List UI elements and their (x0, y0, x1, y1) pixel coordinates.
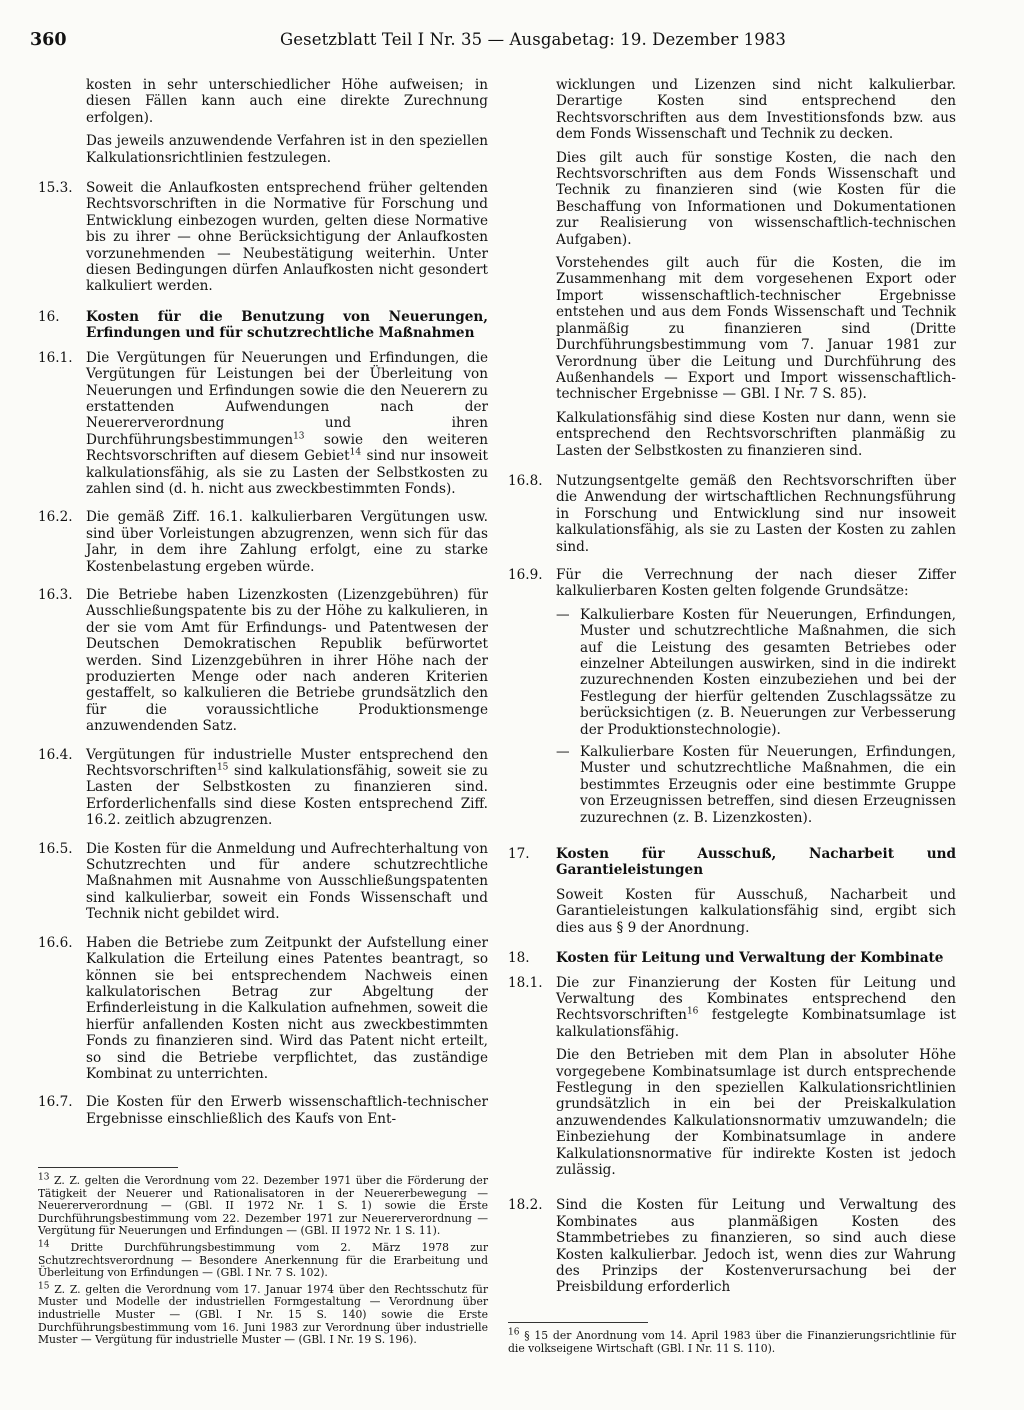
section-title: Kosten für Ausschuß, Nacharbeit und Garantieleistungen (556, 846, 956, 879)
footnote-ref: 15 (216, 762, 229, 773)
dash-mark: — (556, 606, 570, 623)
section-18-2 (508, 1197, 956, 1295)
footnote-number: 15 (38, 1281, 50, 1292)
section-text: Für die Verrechnung der nach dieser Ziffer kalkulierbaren Kosten gelten folgende Grundsätze: (556, 566, 956, 600)
section-17-text: Soweit Kosten für Ausschuß, Nacharbeit und Garantieleistungen kalkulationsfähig sind, ergibt sich dies aus § 9 der Anordnung. (556, 886, 956, 936)
footnote-ref: 14 (349, 447, 362, 458)
footnote-rule-right (508, 1322, 648, 1323)
dash-mark: — (556, 744, 570, 761)
section-text: Soweit die Anlaufkosten entsprechend früher geltenden Rechtsvorschriften in die Normative für Forschung und Entwicklung einbezogen wurden, gelten diese Normative bis zu ihrer — ohne Berücksichtigung der Anlaufkosten vorzunehmenden — Neubestätigung weiterhin. Unter diesen Bedingungen dürfen Anlaufkosten nicht gesondert kalkuliert werden. (86, 180, 488, 295)
section-16-8 (508, 473, 956, 555)
text-part: Die Vergütungen für Neuerungen und Erfindungen, die Vergütungen für Leistungen bei der Überleitung von Neuerungen und Erfindungen sowie die den Neuerern zu erstattenden Aufwendungen nach der Neuererverordnung und ihren Durchführungsbestimmungen (86, 349, 488, 448)
footnote-text: Z. Z. gelten die Verordnung vom 17. Januar 1974 über den Rechtsschutz für Muster und Modelle der industriellen Formgestaltung — Verordnung über industrielle Muster — (GBl. I Nr. 15 S. 140) sowie die Erste Durchführungsbestimmung vom 16. Juni 1983 zur Verordnung über industrielle Muster — Vergütung für industrielle Muster — (GBl. I Nr. 19 S. 196). (38, 1282, 488, 1347)
paragraph: Vorstehendes gilt auch für die Kosten, die im Zusammenhang mit dem vorgesehenen Export oder Import wissenschaftlich-technischer Ergebnisse entstehen und aus dem Fonds Wissenschaft und Technik planmäßig zu finanzieren sind (Dritte Durchführungsbestimmung vom 7. Januar 1981 zur Verordnung über die Leitung und Durchführung des Außenhandels — Export und Import wissenschaftlich-technischer Ergebnisse — GBl. I Nr. 7 S. 85). (556, 255, 956, 403)
section-number: 17. (508, 846, 530, 863)
section-number: 18.2. (508, 1197, 543, 1214)
section-15-3 (38, 180, 488, 295)
section-16-5 (38, 841, 488, 923)
section-18-heading (508, 950, 956, 966)
section-number: 16. (38, 308, 60, 325)
dash-item (556, 607, 956, 738)
footnotes-right (508, 1327, 956, 1359)
paragraph: Dies gilt auch für sonstige Kosten, die nach den Rechtsvorschriften aus dem Fonds Wissenschaft und Technik zu finanzieren sind (wie Kosten für die Beschaffung von Informationen und Dokumentationen zur Realisierung von wissenschaftlich-technischen Aufgaben). (556, 149, 956, 248)
section-text: Haben die Betriebe zum Zeitpunkt der Aufstellung einer Kalkulation die Erteilung eines Patentes beantragt, so können sie bei entsprechendem Nachweis einen kalkulatorischen Betrag zur Abgeltung der Erfinderleistung in die Kalkulation aufnehmen, soweit die hierfür anfallenden Kosten nicht aus zweckbestimmten Fonds zu finanzieren sind. Wird das Patent nicht erteilt, so sind die Betriebe verpflichtet, das zuständige Kombinat zu unterrichten. (86, 934, 488, 1082)
section-text (86, 747, 488, 829)
section-title: Kosten für die Benutzung von Neuerungen, Erfindungen und für schutzrechtliche Maßnahmen (86, 308, 488, 342)
section-number: 16.3. (38, 586, 73, 603)
footnote-text: Z. Z. gelten die Verordnung vom 22. Dezember 1971 über die Förderung der Tätigkeit der Neuerer und Rationalisatoren in der Neuererbewegung — Neuererverordnung — (GBl. II 1972 Nr. 1 S. 1) sowie die Erste Durchführungsbestimmung vom 22. Dezember 1971 zur Neuererverordnung — Vergütung für Neuerungen und Erfindungen — (GBl. II 1972 Nr. 1 S. 11). (38, 1174, 488, 1238)
section-text-2: Die den Betrieben mit dem Plan in absoluter Höhe vorgegebene Kombinatsumlage ist durch entsprechende Festlegung in den speziellen Kalkulationsrichtlinien grundsätzlich in ein bei der Preiskalkulation anzuwendendes Kalkulationsnormativ umzuwandeln; die Einbeziehung der Kombinatsumlage in andere Kalkulationsnormative für indirekte Kosten ist jedoch zulässig. (556, 1047, 956, 1178)
section-16-2 (38, 509, 488, 575)
section-number: 16.1. (38, 349, 73, 366)
method-paragraph: Das jeweils anzuwendende Verfahren ist in den speziellen Kalkulationsrichtlinien festzulegen. (86, 133, 488, 166)
footnote-text: § 15 der Anordnung vom 14. April 1983 über die Finanzierungsrichtlinie für die volkseigene Wirtschaft (GBl. I Nr. 11 S. 110). (508, 1329, 956, 1355)
text-part: festgelegte Kombinatsumlage ist kalkulationsfähig. (556, 1007, 956, 1040)
section-text: Die Kosten für die Anmeldung und Aufrechterhaltung von Schutzrechten und für andere schutzrechtliche Maßnahmen mit Ausnahme von Ausschließungspatenten sind kalkulierbar, soweit ein Fonds Wissenschaft und Technik nicht gebildet wird. (86, 840, 488, 923)
section-number: 16.8. (508, 472, 543, 489)
left-column (38, 77, 488, 1139)
section-text: Die Betriebe haben Lizenzkosten (Lizenzgebühren) für Ausschließungspatente bis zu der Höhe zu kalkulieren, in der sie vom Amt für Erfindungs- und Patentwesen der Deutschen Demokratischen Republik befürwortet werden. Sind Lizenzgebühren in ihrer Höhe nach der produzierten Menge oder nach anderen Kriterien gestaffelt, so kalkulieren die Betriebe grundsätzlich den für die voraussichtliche Produktionsmenge anzuwendenden Satz. (86, 586, 488, 735)
section-text (556, 975, 956, 1041)
section-16-4 (38, 747, 488, 829)
paragraph: Kalkulationsfähig sind diese Kosten nur dann, wenn sie entsprechend den Rechtsvorschriften planmäßig zu Lasten der Selbstkosten zu finanzieren sind. (556, 409, 956, 459)
section-text (86, 350, 488, 498)
text-part: sowie den weiteren Rechtsvorschriften auf diesem Gebiet (86, 431, 488, 465)
section-number: 16.2. (38, 509, 73, 526)
running-title: Gesetzblatt Teil I Nr. 35 — Ausgabetag: 19. Dezember 1983 (280, 30, 787, 49)
dash-text: Kalkulierbare Kosten für Neuerungen, Erfindungen, Muster und schutzrechtliche Maßnahmen, die sich auf die Leistung des gesamten Betriebes oder einzelner Abteilungen auswirken, sind in die indirekt zuzurechnenden Kosten einzubeziehen und bei der Festlegung der hierfür geltenden Zuschlagssätze zu berücksichtigen (z. B. Neuerungen zur Verbesserung der Produktionstechnologie). (580, 606, 956, 738)
section-number: 16.5. (38, 840, 73, 857)
section-body (556, 975, 956, 1186)
section-16-6 (38, 935, 488, 1083)
text-part: sind nur insoweit kalkulationsfähig, als sie zu Lasten der Selbstkosten zu zahlen sind (d. h. nicht aus zweckbestimmten Fonds). (86, 448, 488, 497)
section-title: Kosten für Leitung und Verwaltung der Kombinate (556, 950, 944, 967)
section-number: 16.7. (38, 1094, 73, 1111)
section-number: 18.1. (508, 974, 543, 991)
footnotes-left (38, 1172, 488, 1351)
footnote-ref: 13 (293, 431, 305, 442)
continued-paragraph: wicklungen und Lizenzen sind nicht kalkulierbar. Derartige Kosten sind entsprechend den Rechtsvorschriften aus dem Investitionsfonds bzw. aus dem Fonds Wissenschaft und Technik zu decken. (556, 77, 956, 143)
footnote-ref: 16 (686, 1006, 699, 1017)
footnote-13 (38, 1172, 488, 1238)
footnote-15 (38, 1281, 488, 1347)
section-body (556, 567, 956, 832)
section-18-1 (508, 975, 956, 1186)
section-number: 15.3. (38, 180, 73, 197)
footnote-number: 13 (38, 1172, 50, 1183)
section-17-heading (508, 846, 956, 879)
dash-text: Kalkulierbare Kosten für Neuerungen, Erfindungen, Muster und schutzrechtliche Maßnahmen, die ein bestimmtes Erzeugnis oder eine bestimmte Gruppe von Erzeugnissen betreffen, sind diesen Erzeugnissen zuzurechnen (z. B. Lizenzkosten). (580, 744, 956, 826)
section-number: 16.6. (38, 934, 73, 951)
page-number: 360 (30, 30, 67, 50)
continued-paragraph: kosten in sehr unterschiedlicher Höhe aufweisen; in diesen Fällen kann auch eine direkte Zurechnung erfolgen). (86, 77, 488, 126)
section-text: Die gemäß Ziff. 16.1. kalkulierbaren Vergütungen usw. sind über Vorleistungen abzugrenzen, wenn sich für das Jahr, in dem ihre Zahlung erfolgt, eine zu starke Kostenbelastung ergeben würde. (86, 509, 488, 575)
page-header (30, 30, 787, 54)
footnote-14 (38, 1239, 488, 1280)
section-text: Nutzungsentgelte gemäß den Rechtsvorschriften über die Anwendung der wirtschaftlichen Rechnungsführung in Forschung und Entwicklung sind nur insoweit kalkulationsfähig, als sie zu Lasten der Kosten zu zahlen sind. (556, 472, 956, 555)
text-part: sind kalkulationsfähig, soweit sie zu Lasten der Selbstkosten zu finanzieren sind. Erforderlichenfalls sind diese Kosten entsprechend Ziff. 16.2. zeitlich abzugrenzen. (86, 763, 488, 829)
footnote-rule-left (38, 1167, 178, 1168)
text-part: Vergütungen für industrielle Muster entsprechend den Rechtsvorschriften (86, 746, 488, 780)
footnote-number: 16 (508, 1327, 520, 1338)
right-column (508, 77, 956, 1308)
section-16-7 (38, 1094, 488, 1127)
section-number: 16.9. (508, 566, 543, 583)
section-text: Die Kosten für den Erwerb wissenschaftlich-technischer Ergebnisse einschließlich des Kaufs von Ent- (86, 1094, 488, 1127)
section-text: Sind die Kosten für Leitung und Verwaltung des Kombinates aus planmäßigen Kosten des Stammbetriebes zu finanzieren, so sind auch diese Kosten kalkulierbar. Jedoch ist, wenn dies zur Wahrung des Prinzips der Kostenverursachung bei der Preisbildung erforderlich (556, 1197, 956, 1296)
section-number: 18. (508, 950, 530, 967)
dash-item (556, 744, 956, 826)
section-16-heading (38, 309, 488, 342)
section-16-3 (38, 587, 488, 735)
section-16-9 (508, 567, 956, 832)
section-16-1 (38, 350, 488, 498)
footnote-text: Dritte Durchführungsbestimmung vom 2. März 1978 zur Schutzrechtsverordnung — Besondere Anerkennung für die Erarbeitung und Überleitung von Erfindungen — (GBl. I Nr. 7 S. 102). (38, 1240, 488, 1280)
footnote-16 (508, 1327, 956, 1355)
footnote-number: 14 (38, 1239, 50, 1250)
text-part: Die zur Finanzierung der Kosten für Leitung und Verwaltung des Kombinates entsprechend den Rechtsvorschriften (556, 974, 956, 1024)
section-number: 16.4. (38, 746, 73, 763)
